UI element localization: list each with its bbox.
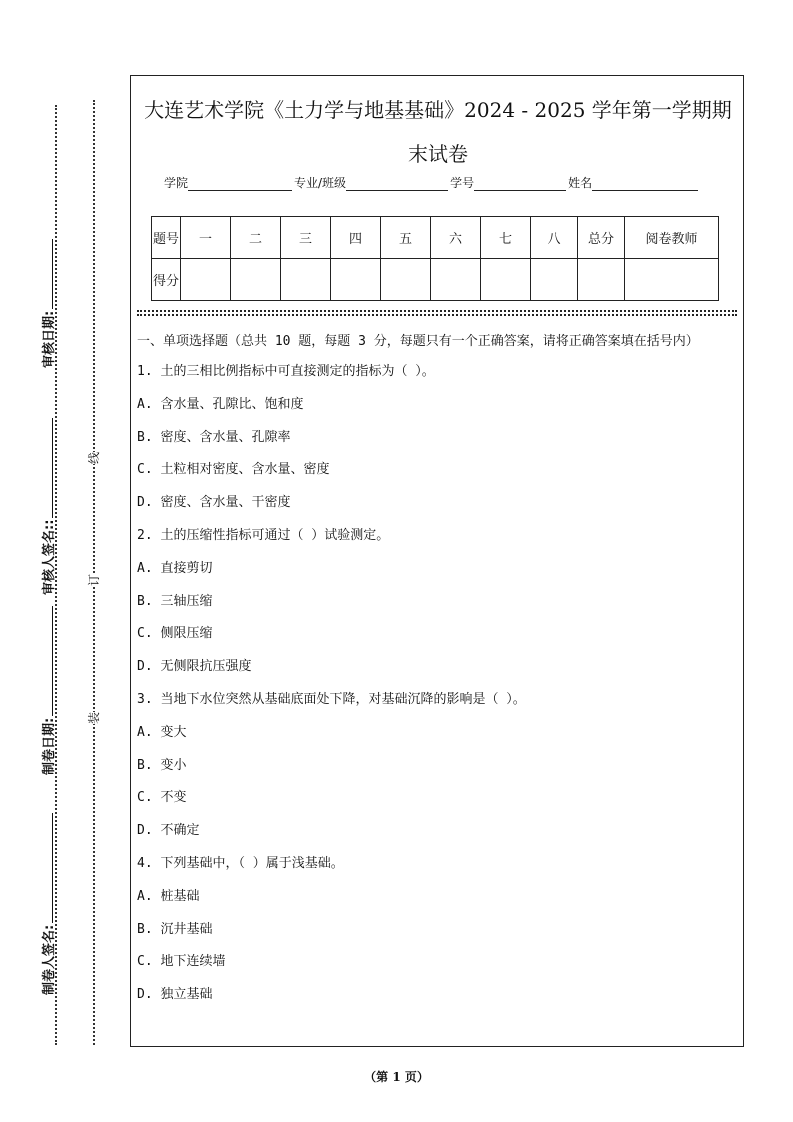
question-2-option-d: D. 无侧限抗压强度 xyxy=(137,659,252,675)
question-1-option-c: C. 土粒相对密度、含水量、密度 xyxy=(137,462,330,478)
col-grader: 阅卷教师 xyxy=(625,217,719,259)
page-number: （第 1 页） xyxy=(364,1070,429,1084)
left-dotted-line xyxy=(55,105,57,1045)
student-info-row xyxy=(164,174,700,191)
question-2-option-a: A. 直接剪切 xyxy=(137,560,213,576)
exam-frame xyxy=(130,75,744,1047)
score-cell-grader[interactable] xyxy=(625,259,719,301)
score-cell-2[interactable] xyxy=(231,259,281,301)
exam-title: 大连艺术学院《土力学与地基基础》2024 - 2025 学年第一学期期 末试卷 xyxy=(144,98,732,166)
col-1: 一 xyxy=(181,217,231,259)
score-cell-7[interactable] xyxy=(481,259,531,301)
question-2-option-c: C. 侧限压缩 xyxy=(137,626,213,642)
col-4: 四 xyxy=(331,217,381,259)
question-1-option-a: A. 含水量、孔隙比、饱和度 xyxy=(137,396,304,412)
question-4-option-c: C. 地下连续墙 xyxy=(137,954,226,970)
question-1-option-d: D. 密度、含水量、干密度 xyxy=(137,495,291,511)
name-label: 姓名 xyxy=(568,176,593,190)
header-divider xyxy=(137,310,737,316)
score-cell-6[interactable] xyxy=(431,259,481,301)
name-field[interactable] xyxy=(592,178,698,191)
score-cell-5[interactable] xyxy=(381,259,431,301)
score-table xyxy=(151,216,719,301)
section-1 xyxy=(137,331,739,1017)
question-4-option-b: B. 沉井基础 xyxy=(137,921,213,937)
score-cell-8[interactable] xyxy=(531,259,578,301)
question-4-stem: 4. 下列基础中，（ ）属于浅基础。 xyxy=(137,855,344,871)
question-4-option-d: D. 独立基础 xyxy=(137,987,213,1003)
question-4-option-a: A. 桩基础 xyxy=(137,888,200,904)
question-1-option-b: B. 密度、含水量、孔隙率 xyxy=(137,429,291,445)
col-7: 七 xyxy=(481,217,531,259)
col-5: 五 xyxy=(381,217,431,259)
score-cell-3[interactable] xyxy=(281,259,331,301)
major-class-field[interactable] xyxy=(346,178,448,191)
col-8: 八 xyxy=(531,217,578,259)
score-cell-1[interactable] xyxy=(181,259,231,301)
row-head-tihao: 题号 xyxy=(152,217,181,259)
question-3-option-b: B. 变小 xyxy=(137,757,187,773)
question-2-stem: 2. 土的压缩性指标可通过（ ）试验测定。 xyxy=(137,527,390,543)
score-table-header-row xyxy=(152,217,719,259)
major-class-label: 专业/班级 xyxy=(294,176,347,190)
col-2: 二 xyxy=(231,217,281,259)
col-6: 六 xyxy=(431,217,481,259)
question-3-option-d: D. 不确定 xyxy=(137,823,200,839)
col-total: 总分 xyxy=(578,217,625,259)
question-2-option-b: B. 三轴压缩 xyxy=(137,593,213,609)
student-id-label: 学号 xyxy=(450,176,475,190)
score-cell-4[interactable] xyxy=(331,259,381,301)
score-table-score-row xyxy=(152,259,719,301)
row-head-defen: 得分 xyxy=(152,259,181,301)
student-id-field[interactable] xyxy=(474,178,566,191)
binding-char-ding: 订 xyxy=(87,573,102,587)
college-field[interactable] xyxy=(188,178,292,191)
binding-char-xian: 线 xyxy=(87,451,102,465)
college-label: 学院 xyxy=(164,176,189,190)
question-3-option-c: C. 不变 xyxy=(137,790,187,806)
score-cell-total[interactable] xyxy=(578,259,625,301)
col-3: 三 xyxy=(281,217,331,259)
question-3-stem: 3. 当地下水位突然从基础底面处下降，对基础沉降的影响是（ ）。 xyxy=(137,691,526,707)
question-3-option-a: A. 变大 xyxy=(137,724,187,740)
binding-dotted-line xyxy=(93,100,95,1045)
question-1-stem: 1. 土的三相比例指标中可直接测定的指标为（ ）。 xyxy=(137,364,435,379)
section-1-heading: 一、单项选择题（总共 10 题，每题 3 分，每题只有一个正确答案，请将正确答案填在括号内） xyxy=(137,334,699,349)
binding-char-zhuang: 装 xyxy=(87,711,102,725)
